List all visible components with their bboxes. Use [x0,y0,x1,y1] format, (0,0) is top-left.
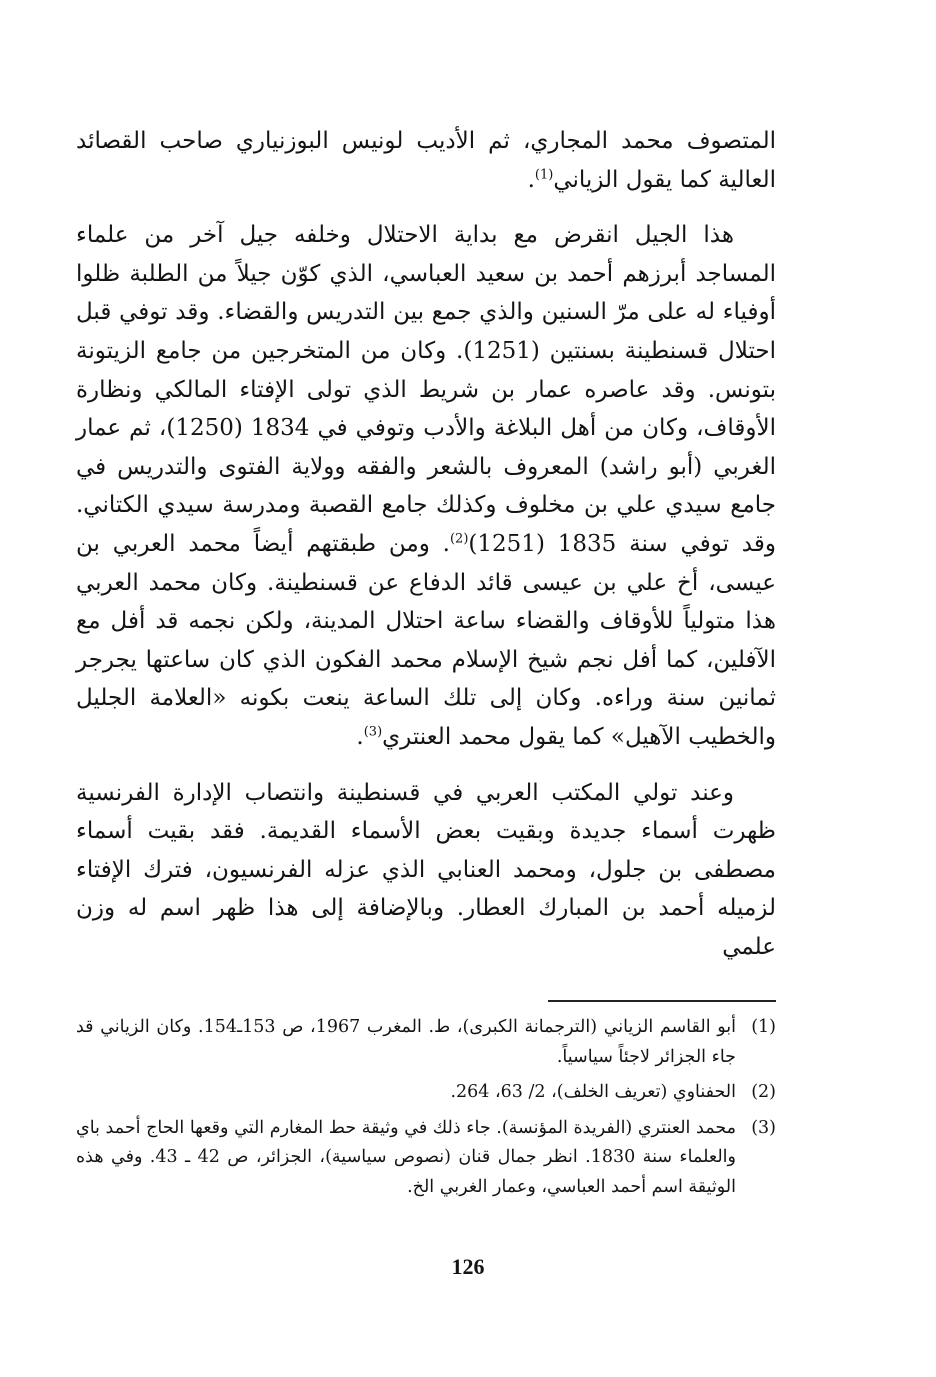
paragraph-2-text-b: . ومن طبقتهم أيضاً محمد العربي بن عيسى، أخ علي بن عيسى قائد الدفاع عن قسنطينة. وكان محمد العربي هذا متولياً للأوقاف والقضاء ساعة احتلال المدينة، ولكن نجمه قد أفل مع الآفلين، كما أفل نجم شيخ الإسلام محمد الفكون الذي كان ساعتها يجرجر ثمانين سنة وراءه. وكان إلى تلك الساعة ينعت بكونه «العلامة الجليل والخطيب الآهيل» كما يقول محمد العنتري [76,530,776,750]
footnote-ref-1[interactable]: (1) [534,166,554,182]
footnote-2 [76,1078,776,1108]
footnote-marker: (1) [751,1017,776,1037]
footnote-marker: (3) [751,1117,776,1138]
footnote-marker: (2) [751,1082,776,1102]
footnote-text: أبو القاسم الزياني (الترجمانة الكبرى)، ط. المغرب 1967، ص 153ـ154. وكان الزياني قد جاء الجزائر لاجئاً سياسياً. [76,1017,736,1067]
footnote-separator [548,1000,776,1002]
footnote-ref-2[interactable]: (2) [449,531,469,547]
paragraph-2-text-c: . [356,723,364,750]
paragraph-1-text-b: . [527,166,535,193]
body-text [76,122,776,966]
paragraph-3-text: وعند تولي المكتب العربي في قسنطينة وانتصاب الإدارة الفرنسية ظهرت أسماء جديدة وبقيت بعض الأسماء القديمة. فقد بقيت أسماء مصطفى بن جلول، ومحمد العنابي الذي عزله الفرنسيون، فترك الإفتاء لزميله أحمد بن المبارك العطار. وبالإضافة إلى هذا ظهر اسم له وزن علمي [76,779,776,960]
paragraph-2-text-a: هذا الجيل انقرض مع بداية الاحتلال وخلفه جيل آخر من علماء المساجد أبرزهم أحمد بن سعيد العباسي، الذي كوّن جيلاً من الطلبة ظلوا أوفياء له على مرّ السنين والذي جمع بين التدريس والقضاء. وقد توفي قبل احتلال قسنطينة بسنتين (1251). وكان من المتخرجين من جامع الزيتونة بتونس. وقد عاصره عمار بن شريط الذي تولى الإفتاء المالكي ونظارة الأوقاف، وكان من أهل البلاغة والأدب وتوفي في 1834 (1250)، ثم عمار الغربي (أبو راشد) المعروف بالشعر والفقه وولاية الفتوى والتدريس في جامع سيدي علي بن مخلوف وكذلك جامع القصبة ومدرسة سيدي الكتاني. وقد توفي سنة 1835 (1251) [76,222,776,557]
footnote-text: الحفناوي (تعريف الخلف)، 2/ 63، 264. [450,1082,736,1102]
paragraph-1-text-a: المتصوف محمد المجاري، ثم الأديب لونيس البوزنياري صاحب القصائد العالية كما يقول الزياني [76,128,776,193]
footnote-1 [76,1013,776,1072]
paragraph-2 [76,216,776,756]
page-number: 126 [451,1254,485,1279]
paragraph-3 [76,774,776,967]
footnotes-list [76,1013,776,1208]
footnote-text: محمد العنتري (الفريدة المؤنسة). جاء ذلك في وثيقة حط المغارم التي وقعها الحاج أحمد باي والعلماء سنة 1830. انظر جمال قنان (نصوص سياسية)، الجزائر، ص 42 ـ 43. وفي هذه الوثيقة اسم أحمد العباسي، وعمار الغربي الخ. [76,1117,736,1197]
footnote-ref-3[interactable]: (3) [363,724,383,740]
footnote-3 [76,1114,776,1203]
paragraph-1 [76,122,776,199]
